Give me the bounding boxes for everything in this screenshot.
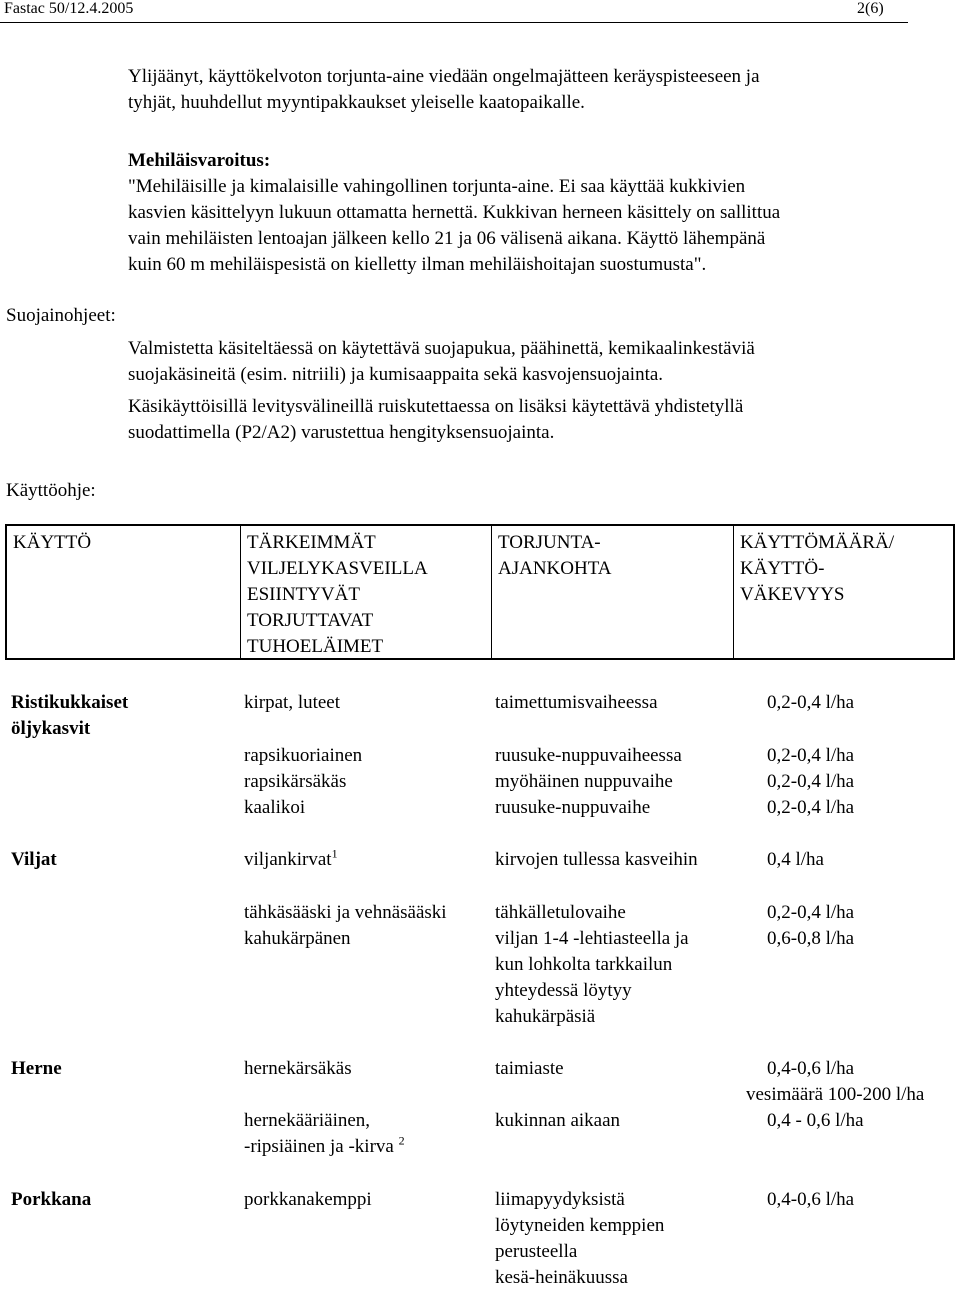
timing-line: löytyneiden kemppien (495, 1215, 665, 1236)
table-cell-dose: 0,6-0,8 l/ha (767, 928, 855, 949)
header-pests-line: VILJELYKASVEILLA (247, 558, 428, 579)
table-cell-pest: rapsikuoriainen (244, 745, 363, 766)
table-cell-timing: ruusuke-nuppuvaihe (495, 797, 651, 818)
table-header (5, 524, 955, 660)
timing-line: kahukärpäsiä (495, 1006, 596, 1027)
table-cell-dose-note: vesimäärä 100-200 l/ha (746, 1084, 925, 1105)
crop-label-carrot: Porkkana (11, 1189, 92, 1210)
crop-label-oilseeds (11, 690, 231, 742)
pest-line-text: -ripsiäinen ja -kirva (244, 1136, 394, 1157)
protection-label: Suojainohjeet: (6, 305, 116, 326)
header-dose-line: VÄKEVYYS (740, 584, 845, 605)
table-cell-pest (244, 847, 338, 873)
table-cell-dose: 0,4 - 0,6 l/ha (767, 1110, 864, 1131)
table-cell-timing: kukinnan aikaan (495, 1110, 621, 1131)
header-dose-line: KÄYTTÖMÄÄRÄ/ (740, 532, 895, 553)
header-cell-pests (240, 526, 491, 658)
table-cell-dose: 0,2-0,4 l/ha (767, 771, 855, 792)
table-cell-timing: myöhäinen nuppuvaihe (495, 771, 673, 792)
table-cell-dose: 0,4-0,6 l/ha (767, 1189, 855, 1210)
table-cell-timing: taimiaste (495, 1058, 564, 1079)
document-id: Fastac 50/12.4.2005 (4, 0, 134, 17)
bee-warning-line-1: "Mehiläisille ja kimalaisille vahingollinen torjunta-aine. Ei saa käyttää kukkivien (128, 176, 746, 197)
crop-label-line: öljykasvit (11, 718, 91, 739)
header-cell-usage (7, 526, 240, 658)
header-cell-dose (733, 526, 953, 658)
protection-line-2: suojakäsineitä (esim. nitriili) ja kumisaappaita sekä kasvojensuojainta. (128, 364, 664, 385)
pest-line: hernekääriäinen, (244, 1110, 371, 1131)
table-cell-pest: rapsikärsäkäs (244, 771, 347, 792)
table-cell-pest: hernekärsäkäs (244, 1058, 352, 1079)
crop-label-line: Ristikukkaiset (11, 692, 129, 713)
table-cell-timing: ruusuke-nuppuvaiheessa (495, 745, 682, 766)
table-cell-timing: tähkälletulovaihe (495, 902, 626, 923)
crop-label-cereals: Viljat (11, 849, 57, 870)
table-cell-dose: 0,2-0,4 l/ha (767, 745, 855, 766)
disposal-line-1: Ylijäänyt, käyttökelvoton torjunta-aine viedään ongelmajätteen keräyspisteeseen ja (128, 66, 760, 87)
table-cell-pest: porkkanakemppi (244, 1189, 372, 1210)
table-cell-pest: kirpat, luteet (244, 692, 341, 713)
table-cell-dose: 0,2-0,4 l/ha (767, 902, 855, 923)
disposal-line-2: tyhjät, huuhdellut myyntipakkaukset yleiselle kaatopaikalle. (128, 92, 585, 113)
crop-label-pea: Herne (11, 1058, 62, 1079)
footnote-marker: 1 (331, 846, 338, 861)
table-cell-dose: 0,2-0,4 l/ha (767, 692, 855, 713)
table-cell-timing (495, 1187, 664, 1291)
table-cell-timing: taimettumisvaiheessa (495, 692, 658, 713)
protection-line-1: Valmistetta käsiteltäessä on käytettävä suojapukua, päähinettä, kemikaalinkestäviä (128, 338, 755, 359)
footnote-marker: 2 (398, 1133, 405, 1148)
bee-warning-line-3: vain mehiläisten lentoajan jälkeen kello 21 ja 06 välisenä aikana. Käyttö lähempänä (128, 228, 766, 249)
table-cell-dose: 0,2-0,4 l/ha (767, 797, 855, 818)
header-timing-line: AJANKOHTA (498, 558, 612, 579)
table-cell-timing (495, 926, 689, 1030)
bee-warning-title: Mehiläisvaroitus: (128, 150, 271, 171)
protection-line-3: Käsikäyttöisillä levitysvälineillä ruiskutettaessa on lisäksi käytettävä yhdistetyllä (128, 396, 744, 417)
page-number: 2(6) (857, 0, 884, 17)
timing-line: viljan 1-4 -lehtiasteella ja (495, 928, 689, 949)
header-cell-timing (491, 526, 733, 658)
pest-name: viljankirvat (244, 849, 332, 870)
header-pests-line: TÄRKEIMMÄT (247, 532, 376, 553)
bee-warning-line-2: kasvien käsittelyyn lukuun ottamatta hernettä. Kukkivan herneen käsittely on sallittua (128, 202, 781, 223)
protection-line-4: suodattimella (P2/A2) varustettua hengityksensuojainta. (128, 422, 555, 443)
table-cell-timing: kirvojen tullessa kasveihin (495, 849, 698, 870)
timing-line: kun lohkolta tarkkailun (495, 954, 673, 975)
timing-line: yhteydessä löytyy (495, 980, 632, 1001)
usage-label: Käyttöohje: (6, 480, 96, 501)
header-pests-line: ESIINTYVÄT (247, 584, 360, 605)
table-cell-dose: 0,4 l/ha (767, 849, 824, 870)
header-dose-line: KÄYTTÖ- (740, 558, 825, 579)
header-usage-text: KÄYTTÖ (13, 532, 92, 553)
header-pests-line: TORJUTTAVAT (247, 610, 374, 631)
table-cell-pest: kahukärpänen (244, 928, 351, 949)
header-timing-line: TORJUNTA- (498, 532, 601, 553)
timing-line: kesä-heinäkuussa (495, 1267, 628, 1288)
timing-line: liimapyydyksistä (495, 1189, 625, 1210)
table-cell-pest: kaalikoi (244, 797, 306, 818)
table-cell-dose: 0,4-0,6 l/ha (767, 1058, 855, 1079)
bee-warning-line-4: kuin 60 m mehiläispesistä on kielletty ilman mehiläishoitajan suostumusta". (128, 254, 707, 275)
table-cell-pest: tähkäsääski ja vehnäsääski (244, 902, 447, 923)
pest-line (244, 1134, 405, 1160)
header-rule (0, 22, 908, 23)
header-pests-line: TUHOELÄIMET (247, 636, 384, 657)
table-cell-pest (244, 1108, 405, 1160)
timing-line: perusteella (495, 1241, 578, 1262)
